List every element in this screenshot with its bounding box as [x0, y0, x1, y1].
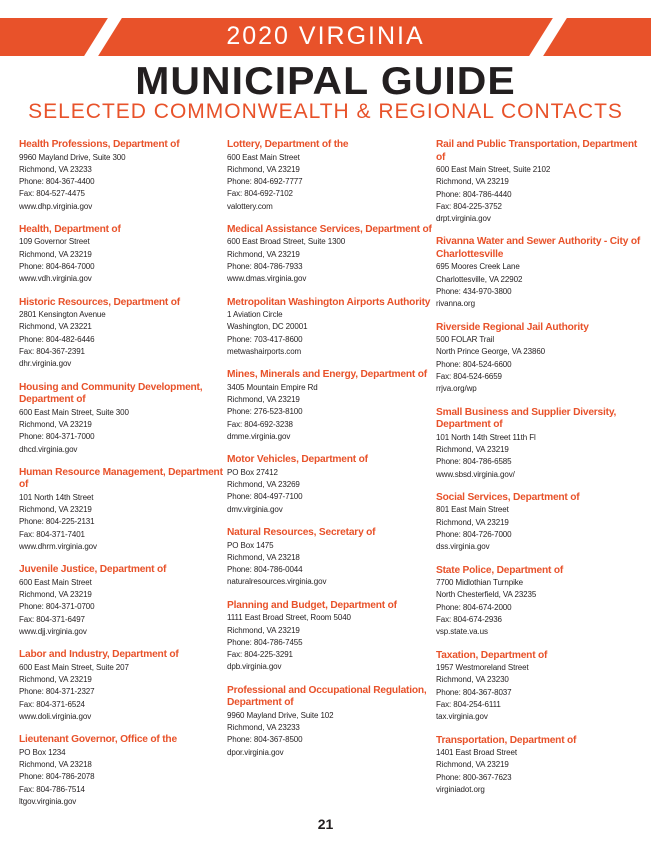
- contact-line: 109 Governor Street: [19, 237, 90, 247]
- contact-entry: [19, 224, 224, 286]
- contact-line: www.dhrm.virginia.gov: [19, 542, 97, 552]
- contact-line: 101 North 14th Street: [19, 492, 94, 502]
- contact-entry: [436, 492, 641, 554]
- contact-line: 2801 Kensington Avenue: [19, 310, 106, 320]
- contact-line: dhr.virginia.gov: [19, 359, 72, 369]
- contact-line: Richmond, VA 23219: [436, 177, 509, 187]
- contact-line: dss.virginia.gov: [436, 542, 490, 552]
- contact-line: Phone: 804-786-7933: [227, 262, 303, 272]
- contact-line: Phone: 804-371-7000: [19, 432, 95, 442]
- contact-line: Phone: 804-497-7100: [227, 492, 303, 502]
- contact-entry: [436, 322, 641, 396]
- contact-entry: [19, 734, 224, 808]
- contacts-column-1: [19, 139, 224, 819]
- contact-line: Phone: 804-367-4400: [19, 177, 95, 187]
- contact-name: Motor Vehicles, Department of: [227, 454, 368, 466]
- contact-line: Washington, DC 20001: [227, 322, 308, 332]
- contact-line: Fax: 804-254-6111: [436, 699, 501, 709]
- contact-entry: [19, 297, 224, 371]
- contact-line: Phone: 804-674-2000: [436, 602, 512, 612]
- contact-line: Fax: 804-524-6659: [436, 372, 502, 382]
- contact-entry: [436, 650, 641, 724]
- contact-line: 600 East Main Street: [19, 577, 92, 587]
- contact-line: Fax: 804-674-2936: [436, 614, 502, 624]
- contact-line: Fax: 804-371-6524: [19, 699, 85, 709]
- contact-line: Fax: 804-225-3752: [436, 201, 502, 211]
- contact-name: Riverside Regional Jail Authority: [436, 321, 589, 333]
- contact-line: www.dhp.virginia.gov: [19, 201, 93, 211]
- contact-line: PO Box 1234: [19, 747, 66, 757]
- contact-name: Lieutenant Governor, Office of the: [19, 734, 177, 746]
- contact-line: North Chesterfield, VA 23235: [436, 590, 537, 600]
- contact-line: Richmond, VA 23219: [227, 395, 300, 405]
- contact-line: www.djj.virginia.gov: [19, 627, 87, 637]
- contact-line: 600 East Main Street, Suite 207: [19, 662, 129, 672]
- page-subtitle: SELECTED COMMONWEALTH & REGIONAL CONTACTS: [28, 100, 623, 123]
- contact-name: Mines, Minerals and Energy, Department of: [227, 369, 427, 381]
- contact-line: Phone: 804-786-0044: [227, 565, 303, 575]
- contact-entry: [227, 224, 432, 286]
- contact-line: Charlottesville, VA 22902: [436, 274, 523, 284]
- contact-name: Rail and Public Transportation, Department of: [436, 139, 638, 163]
- contact-entry: [19, 467, 224, 553]
- contact-line: Phone: 804-371-0700: [19, 602, 95, 612]
- contact-line: dpb.virginia.gov: [227, 662, 282, 672]
- contact-name: Taxation, Department of: [436, 649, 548, 661]
- contact-line: Richmond, VA 23219: [19, 505, 92, 515]
- contact-line: Fax: 804-371-6497: [19, 614, 85, 624]
- contact-line: Phone: 804-786-2078: [19, 772, 95, 782]
- contact-line: dpor.virginia.gov: [227, 747, 284, 757]
- contact-entry: [436, 407, 641, 481]
- contact-entry: [227, 685, 432, 759]
- contact-line: Richmond, VA 23230: [436, 675, 509, 685]
- contact-line: Richmond, VA 23219: [436, 760, 509, 770]
- contact-entry: [227, 139, 432, 213]
- banner-title: 2020 VIRGINIA: [226, 22, 425, 50]
- contact-line: Fax: 804-371-7401: [19, 529, 85, 539]
- contact-name: Lottery, Department of the: [227, 139, 349, 150]
- contact-name: Professional and Occupational Regulation, Department of: [227, 684, 427, 709]
- contact-line: 801 East Main Street: [436, 505, 509, 515]
- contact-line: Fax: 804-527-4475: [19, 189, 85, 199]
- contact-line: rrjva.org/wp: [436, 384, 477, 394]
- contact-name: Rivanna Water and Sewer Authority - City of Charlottesville: [436, 236, 641, 260]
- contact-name: Labor and Industry, Department of: [19, 649, 179, 661]
- contact-entry: [436, 139, 641, 225]
- contact-line: Fax: 804-692-3238: [227, 419, 293, 429]
- contact-line: Richmond, VA 23219: [436, 517, 509, 527]
- contact-line: 1401 East Broad Street: [436, 748, 517, 757]
- contact-name: State Police, Department of: [436, 564, 564, 576]
- contact-line: tax.virginia.gov: [436, 712, 488, 722]
- contact-line: Richmond, VA 23219: [227, 625, 300, 635]
- contact-name: Historic Resources, Department of: [19, 296, 180, 308]
- contact-line: 600 East Broad Street, Suite 1300: [227, 237, 346, 247]
- contact-entry: [19, 382, 224, 456]
- contact-line: Richmond, VA 23218: [227, 552, 300, 562]
- contacts-column-2: [227, 139, 432, 770]
- contact-line: Richmond, VA 23218: [19, 760, 92, 770]
- contact-line: Phone: 804-786-4440: [436, 189, 512, 199]
- contact-line: Richmond, VA 23221: [19, 322, 92, 332]
- contact-line: Phone: 804-225-2131: [19, 517, 95, 527]
- contact-line: 3405 Mountain Empire Rd: [227, 382, 318, 392]
- contact-line: Phone: 434-970-3800: [436, 287, 512, 297]
- contact-line: 695 Moores Creek Lane: [436, 262, 520, 272]
- contact-entry: [436, 735, 641, 797]
- contact-line: drpt.virginia.gov: [436, 214, 491, 224]
- contact-name: Medical Assistance Services, Department of: [227, 223, 432, 235]
- contact-name: Natural Resources, Secretary of: [227, 527, 376, 539]
- contact-line: naturalresources.virginia.gov: [227, 577, 327, 587]
- contact-line: www.sbsd.virginia.gov/: [436, 469, 515, 479]
- page-number: 21: [317, 816, 334, 832]
- contact-entry: [19, 139, 224, 213]
- contact-line: 9960 Mayland Drive, Suite 102: [227, 710, 334, 720]
- contact-name: Social Services, Department of: [436, 491, 580, 503]
- contact-line: 1 Aviation Circle: [227, 310, 283, 320]
- contact-line: 1111 East Broad Street, Room 5040: [227, 613, 351, 623]
- contact-line: Phone: 804-524-6600: [436, 359, 512, 369]
- contact-line: 600 East Main Street, Suite 2102: [436, 165, 551, 174]
- contact-line: Richmond, VA 23269: [227, 480, 300, 490]
- contact-entry: [436, 565, 641, 639]
- contact-name: Metropolitan Washington Airports Authority: [227, 296, 431, 308]
- contact-line: 600 East Main Street, Suite 300: [19, 407, 129, 417]
- contact-line: Phone: 804-367-8500: [227, 735, 303, 745]
- contact-line: dmme.virginia.gov: [227, 432, 291, 442]
- contact-line: dhcd.virginia.gov: [19, 444, 78, 454]
- contact-line: Fax: 804-786-7514: [19, 784, 85, 794]
- contact-line: Richmond, VA 23219: [19, 419, 92, 429]
- contact-name: Health Professions, Department of: [19, 139, 180, 150]
- contact-line: Richmond, VA 23219: [19, 590, 92, 600]
- contact-line: Phone: 804-692-7777: [227, 177, 303, 187]
- contact-line: valottery.com: [227, 201, 273, 211]
- contact-line: PO Box 1475: [227, 540, 274, 550]
- contact-line: Phone: 804-786-6585: [436, 457, 512, 467]
- contact-line: Richmond, VA 23219: [227, 164, 300, 174]
- contact-line: Phone: 800-367-7623: [436, 772, 512, 782]
- contact-line: www.doli.virginia.gov: [19, 712, 92, 721]
- contact-name: Small Business and Supplier Diversity, Department of: [436, 406, 617, 431]
- contact-line: 1957 Westmoreland Street: [436, 663, 529, 673]
- contact-entry: [227, 600, 432, 674]
- contact-line: 500 FOLAR Trail: [436, 335, 495, 345]
- contact-line: ltgov.virginia.gov: [19, 796, 77, 806]
- contact-line: Richmond, VA 23219: [19, 249, 92, 259]
- contact-name: Housing and Community Development, Department of: [19, 381, 203, 406]
- contact-line: 7700 Midlothian Turnpike: [436, 578, 523, 588]
- contact-line: Fax: 804-692-7102: [227, 189, 293, 199]
- contact-line: North Prince George, VA 23860: [436, 347, 546, 357]
- contact-line: metwashairports.com: [227, 347, 302, 357]
- contact-line: Phone: 804-864-7000: [19, 262, 95, 272]
- contact-entry: [227, 527, 432, 589]
- contact-line: vsp.state.va.us: [436, 627, 488, 637]
- contact-line: dmv.virginia.gov: [227, 504, 283, 514]
- contact-line: Fax: 804-367-2391: [19, 347, 85, 357]
- contact-line: Richmond, VA 23233: [19, 164, 92, 174]
- contact-line: Phone: 276-523-8100: [227, 407, 303, 417]
- contact-line: www.vdh.virginia.gov: [19, 274, 92, 284]
- contact-line: Phone: 804-367-8037: [436, 687, 512, 697]
- contact-entry: [227, 297, 432, 359]
- contact-entry: [436, 236, 641, 310]
- contact-line: Phone: 804-786-7455: [227, 637, 303, 647]
- contact-entry: [19, 564, 224, 638]
- contact-entry: [19, 649, 224, 723]
- contact-entry: [227, 454, 432, 516]
- contact-line: 101 North 14th Street 11th Fl: [436, 432, 536, 442]
- contact-line: virginiadot.org: [436, 784, 485, 794]
- contact-line: PO Box 27412: [227, 467, 278, 477]
- contact-line: Phone: 703-417-8600: [227, 334, 303, 344]
- contact-line: Richmond, VA 23233: [227, 723, 300, 732]
- contact-line: Phone: 804-726-7000: [436, 529, 512, 539]
- contact-line: www.dmas.virginia.gov: [227, 274, 307, 284]
- contact-line: 9960 Mayland Drive, Suite 300: [19, 152, 126, 162]
- contact-line: Richmond, VA 23219: [19, 675, 92, 685]
- contact-name: Transportation, Department of: [436, 734, 577, 746]
- contact-entry: [227, 369, 432, 443]
- page-title: MUNICIPAL GUIDE: [135, 60, 516, 103]
- contact-name: Planning and Budget, Department of: [227, 599, 397, 611]
- contact-line: 600 East Main Street: [227, 152, 300, 162]
- contact-name: Human Resource Management, Department of: [19, 466, 223, 491]
- contact-name: Health, Department of: [19, 223, 121, 235]
- contact-line: Phone: 804-482-6446: [19, 334, 95, 344]
- contact-name: Juvenile Justice, Department of: [19, 564, 167, 576]
- contact-line: Richmond, VA 23219: [227, 249, 300, 259]
- contact-line: rivanna.org: [436, 299, 475, 309]
- contact-line: Richmond, VA 23219: [436, 444, 509, 454]
- contacts-column-3: [436, 139, 641, 807]
- contact-line: Fax: 804-225-3291: [227, 650, 293, 660]
- contact-line: Phone: 804-371-2327: [19, 687, 95, 697]
